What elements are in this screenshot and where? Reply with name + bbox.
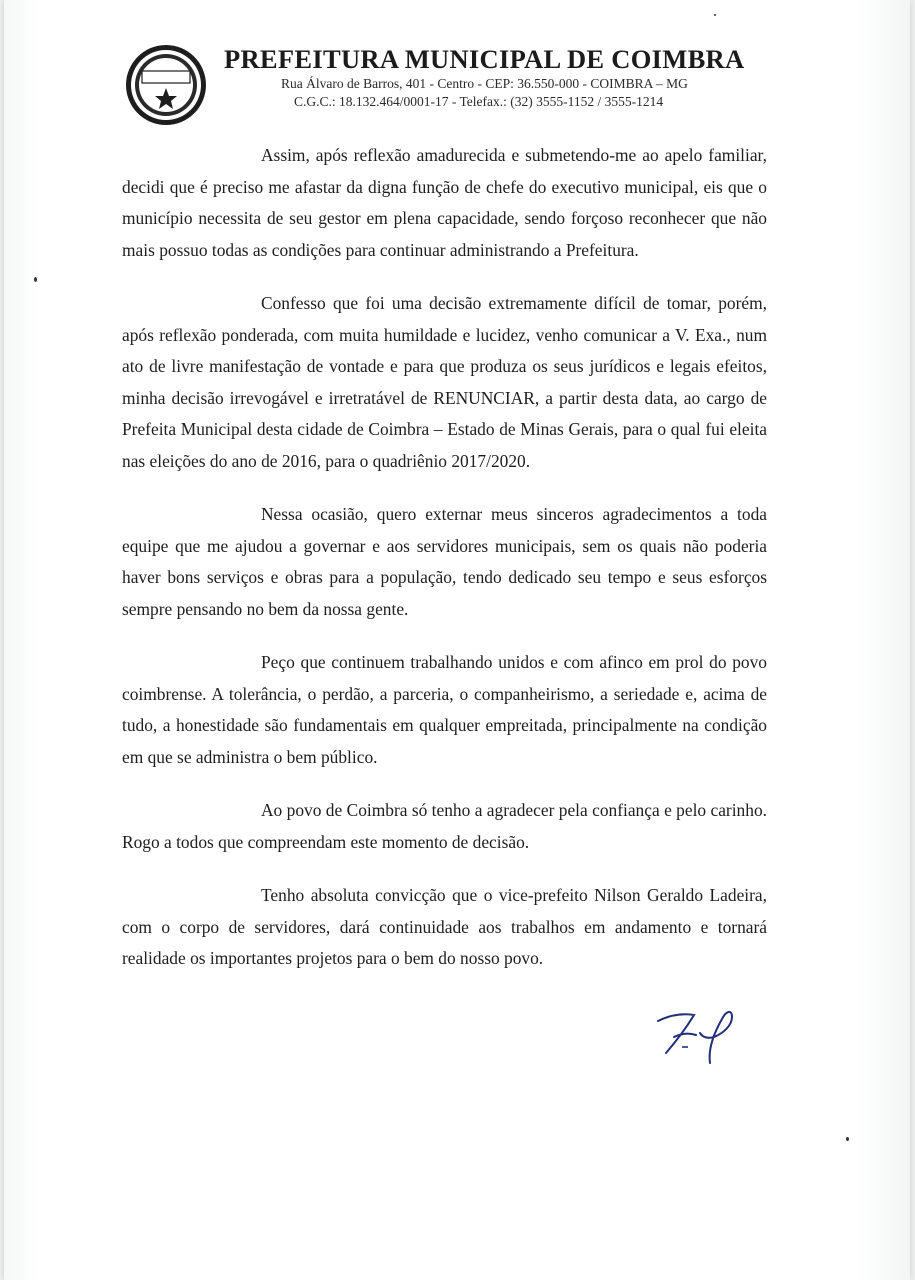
paragraph-5: Ao povo de Coimbra só tenho a agradecer pela confiança e pelo carinho. Rogo a todos que compreendam este momento de decisão. xyxy=(122,800,767,852)
coimbra-seal-icon xyxy=(124,43,208,127)
paper-speck xyxy=(714,14,716,16)
prefeitura-title: PREFEITURA MUNICIPAL DE COIMBRA xyxy=(224,44,745,74)
paragraph-2: Confesso que foi uma decisão extremamente difícil de tomar, porém, após reflexão ponderada, com muita humildade e lucidez, venho comunicar a V. Exa., num ato de livre manifestação de vontade e para que produza os seus jurídicos e legais efeitos, minha decisão irrevogável e irretratável de RENUNCIAR, a partir desta data, ao cargo de Prefeita Municipal desta cidade de Coimbra – Estado de Minas Gerais, para o qual fui eleita nas eleições do ano de 2016, para o quadriênio 2017/2020. xyxy=(122,293,767,471)
header-address: Rua Álvaro de Barros, 401 - Centro - CEP: 36.550-000 - COIMBRA – MG xyxy=(281,76,688,91)
paper-speck xyxy=(846,1137,849,1141)
letter-body xyxy=(122,140,767,975)
paragraph-3: Nessa ocasião, quero externar meus sinceros agradecimentos a toda equipe que me ajudou a governar e aos servidores municipais, sem os quais não poderia haver bons serviços e obras para a população, tendo dedicado seu tempo e seus esforços sempre pensando no bem da nossa gente. xyxy=(122,504,767,619)
document-page xyxy=(4,0,910,1280)
handwritten-signature-icon xyxy=(652,1003,742,1065)
paragraph-4: Peço que continuem trabalhando unidos e com afinco em prol do povo coimbrense. A tolerância, o perdão, a parceria, o companheirismo, a seriedade e, acima de tudo, a honestidade são fundamentais em qualquer empreitada, principalmente na condição em que se administra o bem público. xyxy=(122,652,767,767)
paper-speck xyxy=(34,277,37,282)
header-cgc-phone: C.G.C.: 18.132.464/0001-17 - Telefax.: (32) 3555-1152 / 3555-1214 xyxy=(294,94,664,109)
paragraph-1: Assim, após reflexão amadurecida e submetendo-me ao apelo familiar, decidi que é preciso me afastar da digna função de chefe do executivo municipal, eis que o município necessita de seu gestor em plena capacidade, sendo forçoso reconhecer que não mais possuo todas as condições para continuar administrando a Prefeitura. xyxy=(122,145,767,260)
paragraph-6: Tenho absoluta convicção que o vice-prefeito Nilson Geraldo Ladeira, com o corpo de servidores, dará continuidade aos trabalhos em andamento e tornará realidade os importantes projetos para o bem do nosso povo. xyxy=(122,885,767,968)
